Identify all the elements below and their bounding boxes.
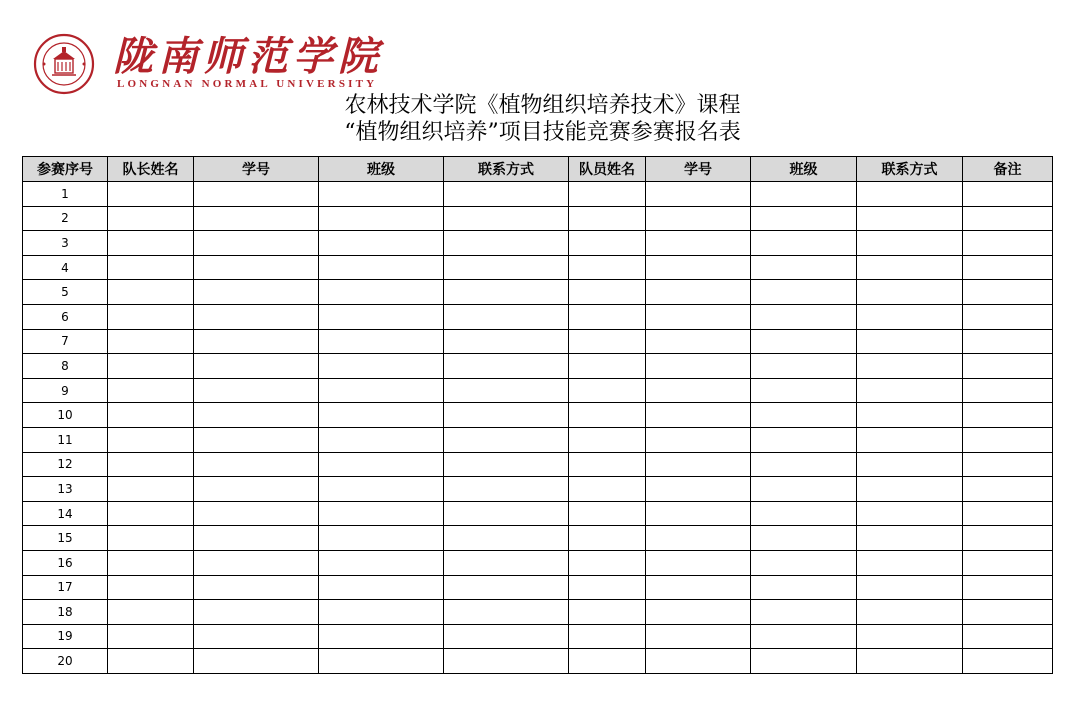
entry-number-cell: 10 bbox=[23, 403, 108, 428]
member-name-cell[interactable] bbox=[569, 649, 646, 674]
member-class-cell[interactable] bbox=[751, 550, 857, 575]
captain-student-id-cell[interactable] bbox=[194, 378, 319, 403]
member-contact-cell[interactable] bbox=[857, 231, 963, 256]
member-class-cell[interactable] bbox=[751, 403, 857, 428]
captain-student-id-cell[interactable] bbox=[194, 354, 319, 379]
member-contact-cell[interactable] bbox=[857, 255, 963, 280]
entry-number-cell: 13 bbox=[23, 477, 108, 502]
member-name-cell[interactable] bbox=[569, 280, 646, 305]
table-row bbox=[23, 575, 1053, 600]
entry-number-cell: 9 bbox=[23, 378, 108, 403]
captain-student-id-cell[interactable] bbox=[194, 206, 319, 231]
captain-name-cell[interactable] bbox=[108, 526, 194, 551]
entry-number-cell: 2 bbox=[23, 206, 108, 231]
member-contact-cell[interactable] bbox=[857, 182, 963, 207]
member-name-cell[interactable] bbox=[569, 354, 646, 379]
member-class-cell[interactable] bbox=[751, 304, 857, 329]
member-class-cell[interactable] bbox=[751, 182, 857, 207]
captain-class-cell[interactable] bbox=[319, 206, 444, 231]
column-header-captain-student-id: 学号 bbox=[194, 157, 319, 182]
entry-number-cell: 16 bbox=[23, 550, 108, 575]
captain-name-cell[interactable] bbox=[108, 354, 194, 379]
remarks-cell[interactable] bbox=[963, 452, 1053, 477]
captain-contact-cell[interactable] bbox=[444, 575, 569, 600]
captain-student-id-cell[interactable] bbox=[194, 452, 319, 477]
captain-student-id-cell[interactable] bbox=[194, 255, 319, 280]
table-row bbox=[23, 427, 1053, 452]
member-contact-cell[interactable] bbox=[857, 280, 963, 305]
remarks-cell[interactable] bbox=[963, 329, 1053, 354]
member-contact-cell[interactable] bbox=[857, 378, 963, 403]
member-student-id-cell[interactable] bbox=[646, 182, 751, 207]
title-line-1: 农林技术学院《植物组织培养技术》课程 bbox=[344, 93, 741, 118]
university-name-chinese: 陇南师范学院 bbox=[113, 33, 383, 80]
captain-contact-cell[interactable] bbox=[444, 427, 569, 452]
entry-number-cell: 17 bbox=[23, 575, 108, 600]
captain-class-cell[interactable] bbox=[319, 304, 444, 329]
table-header-row bbox=[23, 157, 1053, 182]
captain-class-cell[interactable] bbox=[319, 649, 444, 674]
captain-contact-cell[interactable] bbox=[444, 378, 569, 403]
captain-class-cell[interactable] bbox=[319, 526, 444, 551]
captain-contact-cell[interactable] bbox=[444, 624, 569, 649]
member-student-id-cell[interactable] bbox=[646, 206, 751, 231]
captain-contact-cell[interactable] bbox=[444, 304, 569, 329]
member-class-cell[interactable] bbox=[751, 280, 857, 305]
remarks-cell[interactable] bbox=[963, 280, 1053, 305]
table-row bbox=[23, 403, 1053, 428]
remarks-cell[interactable] bbox=[963, 206, 1053, 231]
entry-number-cell: 19 bbox=[23, 624, 108, 649]
captain-class-cell[interactable] bbox=[319, 403, 444, 428]
entry-number-cell: 7 bbox=[23, 329, 108, 354]
member-student-id-cell[interactable] bbox=[646, 378, 751, 403]
table-row bbox=[23, 182, 1053, 207]
captain-name-cell[interactable] bbox=[108, 550, 194, 575]
remarks-cell[interactable] bbox=[963, 526, 1053, 551]
member-student-id-cell[interactable] bbox=[646, 477, 751, 502]
captain-name-cell[interactable] bbox=[108, 452, 194, 477]
member-name-cell[interactable] bbox=[569, 477, 646, 502]
member-class-cell[interactable] bbox=[751, 231, 857, 256]
member-student-id-cell[interactable] bbox=[646, 550, 751, 575]
member-name-cell[interactable] bbox=[569, 231, 646, 256]
table-row bbox=[23, 280, 1053, 305]
remarks-cell[interactable] bbox=[963, 575, 1053, 600]
captain-contact-cell[interactable] bbox=[444, 329, 569, 354]
member-contact-cell[interactable] bbox=[857, 550, 963, 575]
captain-name-cell[interactable] bbox=[108, 649, 194, 674]
member-class-cell[interactable] bbox=[751, 427, 857, 452]
captain-name-cell[interactable] bbox=[108, 477, 194, 502]
entry-number-cell: 15 bbox=[23, 526, 108, 551]
member-name-cell[interactable] bbox=[569, 526, 646, 551]
member-contact-cell[interactable] bbox=[857, 427, 963, 452]
captain-student-id-cell[interactable] bbox=[194, 600, 319, 625]
captain-class-cell[interactable] bbox=[319, 452, 444, 477]
captain-student-id-cell[interactable] bbox=[194, 575, 319, 600]
table-row bbox=[23, 477, 1053, 502]
title-line-2: “植物组织培养”项目技能竞赛参赛报名表 bbox=[344, 120, 741, 145]
entry-number-cell: 4 bbox=[23, 255, 108, 280]
member-contact-cell[interactable] bbox=[857, 354, 963, 379]
member-student-id-cell[interactable] bbox=[646, 575, 751, 600]
member-class-cell[interactable] bbox=[751, 206, 857, 231]
member-class-cell[interactable] bbox=[751, 649, 857, 674]
member-student-id-cell[interactable] bbox=[646, 600, 751, 625]
remarks-cell[interactable] bbox=[963, 182, 1053, 207]
table-body bbox=[23, 182, 1053, 674]
entry-number-cell: 12 bbox=[23, 452, 108, 477]
column-header-entry-number: 参赛序号 bbox=[23, 157, 108, 182]
form-title bbox=[0, 92, 1085, 146]
column-header-member-class: 班级 bbox=[751, 157, 857, 182]
member-contact-cell[interactable] bbox=[857, 403, 963, 428]
captain-name-cell[interactable] bbox=[108, 624, 194, 649]
entry-number-cell: 14 bbox=[23, 501, 108, 526]
table-row bbox=[23, 649, 1053, 674]
column-header-member-name: 队员姓名 bbox=[569, 157, 646, 182]
entry-number-cell: 5 bbox=[23, 280, 108, 305]
captain-contact-cell[interactable] bbox=[444, 206, 569, 231]
member-contact-cell[interactable] bbox=[857, 575, 963, 600]
table-row bbox=[23, 624, 1053, 649]
member-contact-cell[interactable] bbox=[857, 477, 963, 502]
captain-student-id-cell[interactable] bbox=[194, 231, 319, 256]
captain-student-id-cell[interactable] bbox=[194, 182, 319, 207]
remarks-cell[interactable] bbox=[963, 378, 1053, 403]
captain-contact-cell[interactable] bbox=[444, 354, 569, 379]
captain-student-id-cell[interactable] bbox=[194, 403, 319, 428]
table-row bbox=[23, 354, 1053, 379]
table-row bbox=[23, 501, 1053, 526]
captain-name-cell[interactable] bbox=[108, 600, 194, 625]
member-contact-cell[interactable] bbox=[857, 649, 963, 674]
captain-name-cell[interactable] bbox=[108, 206, 194, 231]
member-student-id-cell[interactable] bbox=[646, 304, 751, 329]
captain-student-id-cell[interactable] bbox=[194, 649, 319, 674]
captain-contact-cell[interactable] bbox=[444, 255, 569, 280]
captain-class-cell[interactable] bbox=[319, 575, 444, 600]
column-header-member-student-id: 学号 bbox=[646, 157, 751, 182]
university-seal-icon bbox=[27, 33, 101, 95]
captain-student-id-cell[interactable] bbox=[194, 526, 319, 551]
member-contact-cell[interactable] bbox=[857, 206, 963, 231]
table-row bbox=[23, 255, 1053, 280]
column-header-remarks: 备注 bbox=[963, 157, 1053, 182]
member-contact-cell[interactable] bbox=[857, 526, 963, 551]
member-contact-cell[interactable] bbox=[857, 501, 963, 526]
member-class-cell[interactable] bbox=[751, 354, 857, 379]
captain-name-cell[interactable] bbox=[108, 231, 194, 256]
captain-name-cell[interactable] bbox=[108, 182, 194, 207]
remarks-cell[interactable] bbox=[963, 304, 1053, 329]
member-class-cell[interactable] bbox=[751, 526, 857, 551]
member-class-cell[interactable] bbox=[751, 575, 857, 600]
captain-student-id-cell[interactable] bbox=[194, 304, 319, 329]
member-name-cell[interactable] bbox=[569, 182, 646, 207]
captain-class-cell[interactable] bbox=[319, 477, 444, 502]
member-contact-cell[interactable] bbox=[857, 452, 963, 477]
captain-contact-cell[interactable] bbox=[444, 550, 569, 575]
entry-number-cell: 11 bbox=[23, 427, 108, 452]
member-student-id-cell[interactable] bbox=[646, 427, 751, 452]
member-name-cell[interactable] bbox=[569, 452, 646, 477]
captain-name-cell[interactable] bbox=[108, 304, 194, 329]
member-student-id-cell[interactable] bbox=[646, 649, 751, 674]
registration-table bbox=[22, 156, 1053, 674]
member-name-cell[interactable] bbox=[569, 501, 646, 526]
remarks-cell[interactable] bbox=[963, 427, 1053, 452]
table-row bbox=[23, 452, 1053, 477]
captain-class-cell[interactable] bbox=[319, 600, 444, 625]
captain-contact-cell[interactable] bbox=[444, 182, 569, 207]
captain-student-id-cell[interactable] bbox=[194, 427, 319, 452]
entry-number-cell: 8 bbox=[23, 354, 108, 379]
entry-number-cell: 20 bbox=[23, 649, 108, 674]
captain-contact-cell[interactable] bbox=[444, 231, 569, 256]
member-contact-cell[interactable] bbox=[857, 624, 963, 649]
remarks-cell[interactable] bbox=[963, 501, 1053, 526]
remarks-cell[interactable] bbox=[963, 354, 1053, 379]
table-row bbox=[23, 206, 1053, 231]
table-row bbox=[23, 329, 1053, 354]
column-header-member-contact: 联系方式 bbox=[857, 157, 963, 182]
column-header-captain-class: 班级 bbox=[319, 157, 444, 182]
member-class-cell[interactable] bbox=[751, 255, 857, 280]
member-name-cell[interactable] bbox=[569, 600, 646, 625]
member-name-cell[interactable] bbox=[569, 550, 646, 575]
entry-number-cell: 3 bbox=[23, 231, 108, 256]
member-name-cell[interactable] bbox=[569, 427, 646, 452]
member-student-id-cell[interactable] bbox=[646, 329, 751, 354]
member-name-cell[interactable] bbox=[569, 378, 646, 403]
remarks-cell[interactable] bbox=[963, 550, 1053, 575]
entry-number-cell: 6 bbox=[23, 304, 108, 329]
captain-class-cell[interactable] bbox=[319, 354, 444, 379]
captain-student-id-cell[interactable] bbox=[194, 624, 319, 649]
member-student-id-cell[interactable] bbox=[646, 403, 751, 428]
captain-student-id-cell[interactable] bbox=[194, 280, 319, 305]
captain-contact-cell[interactable] bbox=[444, 526, 569, 551]
column-header-captain-contact: 联系方式 bbox=[444, 157, 569, 182]
captain-name-cell[interactable] bbox=[108, 501, 194, 526]
captain-name-cell[interactable] bbox=[108, 378, 194, 403]
captain-class-cell[interactable] bbox=[319, 427, 444, 452]
captain-class-cell[interactable] bbox=[319, 329, 444, 354]
captain-name-cell[interactable] bbox=[108, 427, 194, 452]
table-row bbox=[23, 304, 1053, 329]
member-student-id-cell[interactable] bbox=[646, 231, 751, 256]
captain-student-id-cell[interactable] bbox=[194, 550, 319, 575]
member-student-id-cell[interactable] bbox=[646, 501, 751, 526]
captain-contact-cell[interactable] bbox=[444, 403, 569, 428]
member-student-id-cell[interactable] bbox=[646, 624, 751, 649]
member-class-cell[interactable] bbox=[751, 501, 857, 526]
university-name-english: LONGNAN NORMAL UNIVERSITY bbox=[117, 78, 378, 90]
remarks-cell[interactable] bbox=[963, 477, 1053, 502]
table-row bbox=[23, 378, 1053, 403]
member-class-cell[interactable] bbox=[751, 477, 857, 502]
captain-class-cell[interactable] bbox=[319, 378, 444, 403]
member-student-id-cell[interactable] bbox=[646, 526, 751, 551]
member-student-id-cell[interactable] bbox=[646, 280, 751, 305]
member-class-cell[interactable] bbox=[751, 378, 857, 403]
remarks-cell[interactable] bbox=[963, 624, 1053, 649]
remarks-cell[interactable] bbox=[963, 600, 1053, 625]
captain-name-cell[interactable] bbox=[108, 403, 194, 428]
entry-number-cell: 1 bbox=[23, 182, 108, 207]
captain-name-cell[interactable] bbox=[108, 255, 194, 280]
member-class-cell[interactable] bbox=[751, 329, 857, 354]
captain-class-cell[interactable] bbox=[319, 280, 444, 305]
captain-class-cell[interactable] bbox=[319, 255, 444, 280]
captain-contact-cell[interactable] bbox=[444, 501, 569, 526]
captain-class-cell[interactable] bbox=[319, 231, 444, 256]
member-name-cell[interactable] bbox=[569, 206, 646, 231]
member-contact-cell[interactable] bbox=[857, 304, 963, 329]
member-class-cell[interactable] bbox=[751, 452, 857, 477]
member-contact-cell[interactable] bbox=[857, 329, 963, 354]
captain-contact-cell[interactable] bbox=[444, 600, 569, 625]
member-student-id-cell[interactable] bbox=[646, 354, 751, 379]
captain-name-cell[interactable] bbox=[108, 575, 194, 600]
member-name-cell[interactable] bbox=[569, 255, 646, 280]
captain-student-id-cell[interactable] bbox=[194, 501, 319, 526]
member-name-cell[interactable] bbox=[569, 575, 646, 600]
member-name-cell[interactable] bbox=[569, 329, 646, 354]
remarks-cell[interactable] bbox=[963, 231, 1053, 256]
captain-class-cell[interactable] bbox=[319, 501, 444, 526]
member-student-id-cell[interactable] bbox=[646, 452, 751, 477]
captain-contact-cell[interactable] bbox=[444, 649, 569, 674]
captain-student-id-cell[interactable] bbox=[194, 477, 319, 502]
table-row bbox=[23, 550, 1053, 575]
captain-class-cell[interactable] bbox=[319, 550, 444, 575]
captain-contact-cell[interactable] bbox=[444, 280, 569, 305]
member-contact-cell[interactable] bbox=[857, 600, 963, 625]
entry-number-cell: 18 bbox=[23, 600, 108, 625]
captain-contact-cell[interactable] bbox=[444, 477, 569, 502]
table-row bbox=[23, 600, 1053, 625]
member-name-cell[interactable] bbox=[569, 624, 646, 649]
column-header-captain-name: 队长姓名 bbox=[108, 157, 194, 182]
captain-contact-cell[interactable] bbox=[444, 452, 569, 477]
university-logo bbox=[27, 33, 407, 95]
member-name-cell[interactable] bbox=[569, 304, 646, 329]
member-student-id-cell[interactable] bbox=[646, 255, 751, 280]
member-class-cell[interactable] bbox=[751, 600, 857, 625]
table-row bbox=[23, 231, 1053, 256]
member-name-cell[interactable] bbox=[569, 403, 646, 428]
captain-class-cell[interactable] bbox=[319, 624, 444, 649]
captain-class-cell[interactable] bbox=[319, 182, 444, 207]
member-class-cell[interactable] bbox=[751, 624, 857, 649]
remarks-cell[interactable] bbox=[963, 649, 1053, 674]
table-row bbox=[23, 526, 1053, 551]
captain-name-cell[interactable] bbox=[108, 280, 194, 305]
captain-student-id-cell[interactable] bbox=[194, 329, 319, 354]
remarks-cell[interactable] bbox=[963, 255, 1053, 280]
remarks-cell[interactable] bbox=[963, 403, 1053, 428]
captain-name-cell[interactable] bbox=[108, 329, 194, 354]
